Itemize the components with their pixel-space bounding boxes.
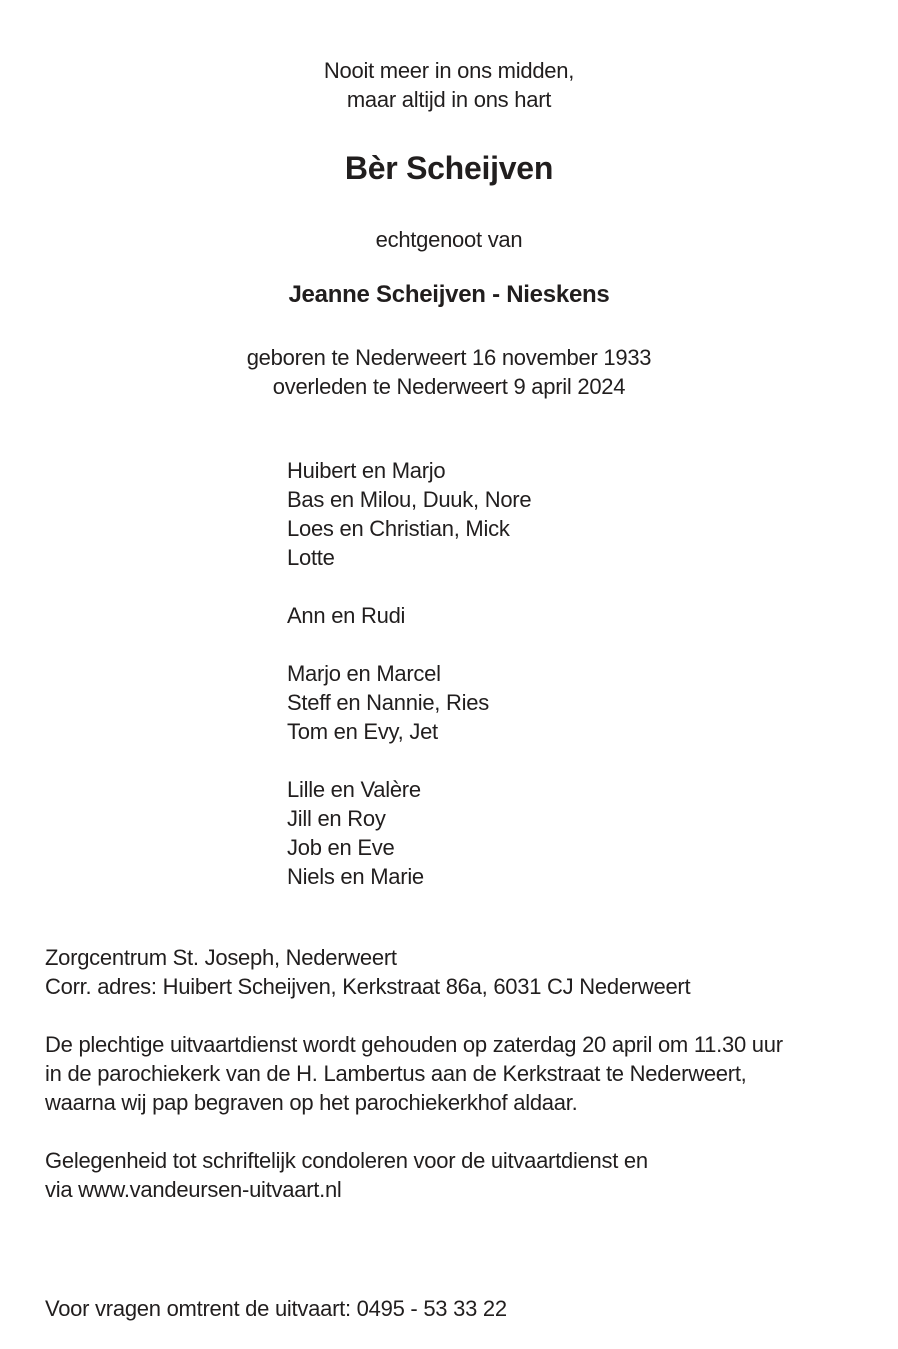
condolence-line-1: Gelegenheid tot schriftelijk condoleren voor de uitvaartdienst en <box>45 1148 648 1173</box>
birth-death-block <box>0 343 898 401</box>
family-member-line: Huibert en Marjo <box>287 458 446 483</box>
family-member-line: Loes en Christian, Mick <box>287 516 510 541</box>
family-member-line: Steff en Nannie, Ries <box>287 690 489 715</box>
condolence-block <box>45 1146 648 1204</box>
family-member-line: Bas en Milou, Duuk, Nore <box>287 487 532 512</box>
correspondence-address-line: Corr. adres: Huibert Scheijven, Kerkstraat 86a, 6031 CJ Nederweert <box>45 974 691 999</box>
family-group-3 <box>287 659 531 746</box>
spouse-name: Jeanne Scheijven - Nieskens <box>288 281 610 308</box>
relation-label: echtgenoot van <box>375 227 523 252</box>
birth-line: geboren te Nederweert 16 november 1933 <box>246 345 652 370</box>
residence-line: Zorgcentrum St. Joseph, Nederweert <box>45 945 397 970</box>
family-member-line: Marjo en Marcel <box>287 661 441 686</box>
epigraph-line-2: maar altijd in ons hart <box>346 87 552 112</box>
family-member-line: Ann en Rudi <box>287 603 406 628</box>
epigraph <box>0 56 898 114</box>
death-line: overleden te Nederweert 9 april 2024 <box>272 374 626 399</box>
epigraph-line-1: Nooit meer in ons midden, <box>323 58 575 83</box>
service-line-3: waarna wij pap begraven op het parochiekerkhof aldaar. <box>45 1090 578 1115</box>
deceased-name: Bèr Scheijven <box>344 150 554 186</box>
family-member-line: Lille en Valère <box>287 777 421 802</box>
family-member-line: Lotte <box>287 545 335 570</box>
family-member-line: Niels en Marie <box>287 864 424 889</box>
family-member-line: Tom en Evy, Jet <box>287 719 438 744</box>
family-member-line: Jill en Roy <box>287 806 386 831</box>
service-line-2: in de parochiekerk van de H. Lambertus aan de Kerkstraat te Nederweert, <box>45 1061 747 1086</box>
family-group-2 <box>287 601 531 630</box>
funeral-service-block <box>45 1030 783 1117</box>
condolence-line-2: via www.vandeursen-uitvaart.nl <box>45 1177 342 1202</box>
family-member-line: Job en Eve <box>287 835 395 860</box>
contact-phone-line: Voor vragen omtrent de uitvaart: 0495 - 53 33 22 <box>45 1296 507 1321</box>
service-line-1: De plechtige uitvaartdienst wordt gehouden op zaterdag 20 april om 11.30 uur <box>45 1032 783 1057</box>
family-group-4 <box>287 775 531 891</box>
family-group-1 <box>287 456 531 572</box>
family-list <box>287 456 531 891</box>
residence-block <box>45 943 690 1001</box>
